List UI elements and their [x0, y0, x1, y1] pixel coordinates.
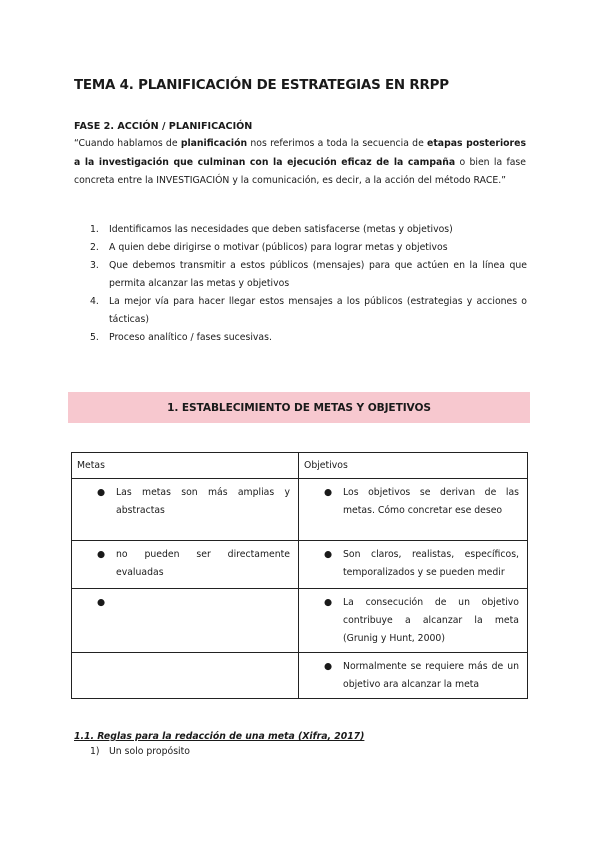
- table-cell: [299, 653, 528, 699]
- table-cell: [72, 653, 299, 699]
- steps-list: [90, 221, 527, 347]
- intro-paragraph: [74, 135, 526, 191]
- cell-text: [116, 594, 290, 612]
- cell-text: Normalmente se requiere más de un objetivo ara alcanzar la meta: [343, 661, 519, 690]
- intro-bold-1: planificación: [180, 138, 248, 149]
- intro-text-2: nos referimos a toda la secuencia de: [247, 138, 428, 149]
- subsection-heading: 1.1. Reglas para la redacción de una meta (Xifra, 2017): [74, 731, 365, 742]
- table-cell: [72, 589, 299, 653]
- table-row: [72, 541, 528, 589]
- section-banner: 1. ESTABLECIMIENTO DE METAS Y OBJETIVOS: [68, 392, 530, 423]
- column-header-metas: Metas: [72, 453, 299, 479]
- list-number: 4.: [90, 296, 99, 307]
- table-cell: [299, 589, 528, 653]
- list-item: [90, 221, 527, 239]
- list-text: Un solo propósito: [109, 746, 190, 757]
- intro-text-3: o bien la fase concreta entre la INVESTIGACIÓN y la comunicación, es decir, a la acción del método RACE.”: [74, 156, 526, 186]
- list-item: [90, 239, 527, 257]
- table-cell: [299, 479, 528, 541]
- list-item: [90, 293, 527, 329]
- intro-bold-2: etapas posteriores a la investigación que culminan con la ejecución eficaz de la campaña: [74, 138, 526, 168]
- bullet-icon: ●: [324, 487, 333, 498]
- list-text: La mejor vía para hacer llegar estos mensajes a los públicos (estrategias y acciones o tácticas): [109, 296, 527, 325]
- list-number: 2.: [90, 242, 99, 253]
- cell-text: Las metas son más amplias y abstractas: [116, 487, 290, 516]
- cell-text: Son claros, realistas, específicos, temporalizados y se pueden medir: [343, 549, 519, 578]
- bullet-icon: ●: [324, 597, 333, 608]
- table-row: [72, 589, 528, 653]
- list-item: [90, 746, 190, 757]
- phase-heading: FASE 2. ACCIÓN / PLANIFICACIÓN: [74, 121, 253, 132]
- intro-text-1: “Cuando hablamos de: [74, 138, 181, 149]
- list-number: 5.: [90, 332, 99, 343]
- page-title: TEMA 4. PLANIFICACIÓN DE ESTRATEGIAS EN RRPP: [74, 78, 449, 93]
- cell-text: La consecución de un objetivo contribuye a alcanzar la meta (Grunig y Hunt, 2000): [343, 597, 519, 644]
- table-cell: [72, 541, 299, 589]
- table-row: [72, 653, 528, 699]
- column-header-objetivos: Objetivos: [299, 453, 528, 479]
- list-text: A quien debe dirigirse o motivar (públicos) para lograr metas y objetivos: [109, 242, 448, 253]
- bullet-icon: ●: [97, 597, 106, 608]
- metas-objetivos-table: [71, 452, 528, 699]
- table-header-row: [72, 453, 528, 479]
- bullet-icon: ●: [97, 549, 106, 560]
- list-number: 1.: [90, 224, 99, 235]
- list-number: 1): [90, 746, 100, 757]
- list-text: Proceso analítico / fases sucesivas.: [109, 332, 272, 343]
- cell-text: no pueden ser directamente evaluadas: [116, 549, 290, 578]
- bullet-icon: ●: [97, 487, 106, 498]
- table-cell: [299, 541, 528, 589]
- table-row: [72, 479, 528, 541]
- list-number: 3.: [90, 260, 99, 271]
- bullet-icon: ●: [324, 661, 333, 672]
- list-text: Que debemos transmitir a estos públicos (mensajes) para que actúen en la línea que permita alcanzar las metas y objetivos: [109, 260, 527, 289]
- list-item: [90, 329, 527, 347]
- cell-text: Los objetivos se derivan de las metas. Cómo concretar ese deseo: [343, 487, 519, 516]
- bullet-icon: ●: [324, 549, 333, 560]
- list-text: Identificamos las necesidades que deben satisfacerse (metas y objetivos): [109, 224, 453, 235]
- list-item: [90, 257, 527, 293]
- table-cell: [72, 479, 299, 541]
